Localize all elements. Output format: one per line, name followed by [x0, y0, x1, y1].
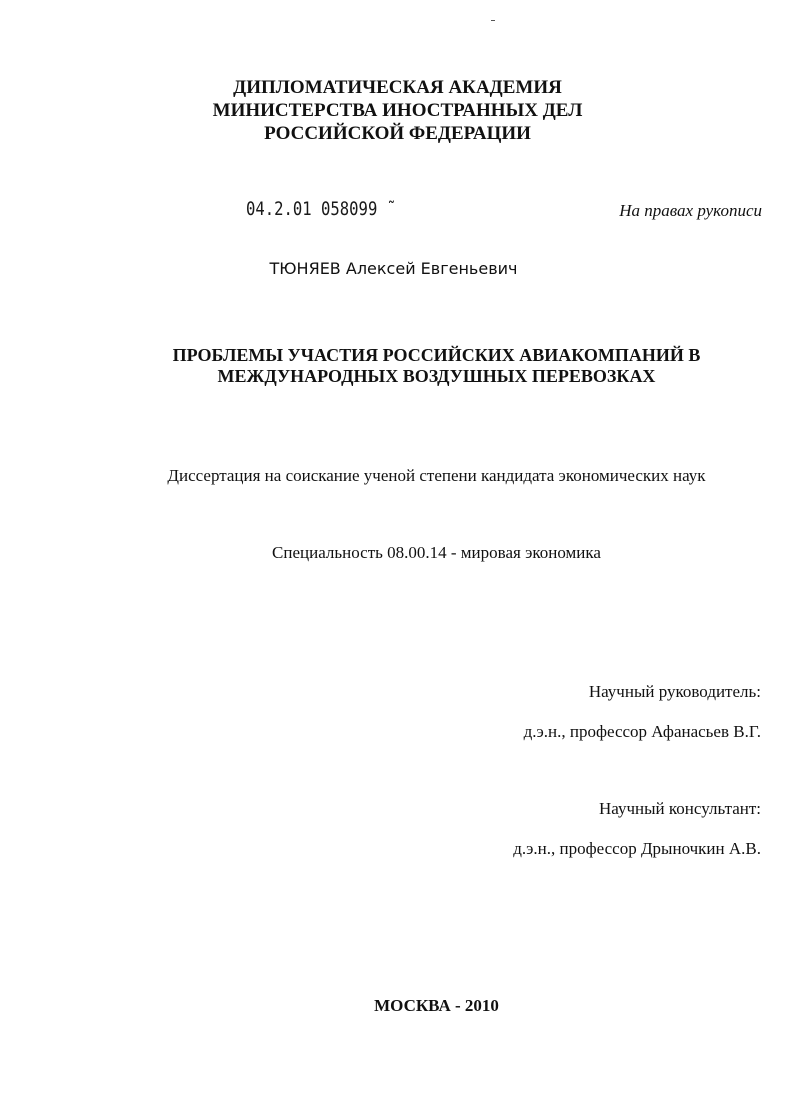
title-line-1: ПРОБЛЕМЫ УЧАСТИЯ РОССИЙСКИХ АВИАКОМПАНИЙ В: [172, 345, 701, 365]
institution-line-2: МИНИСТЕРСТВА ИНОСТРАННЫХ ДЕЛ: [212, 100, 583, 121]
dissertation-title: [0, 345, 795, 387]
supervisor-label: Научный руководитель:: [588, 682, 761, 701]
consultant-name: д.э.н., профессор Дрыночкин А.В.: [513, 839, 761, 858]
title-line-2: МЕЖДУНАРОДНЫХ ВОЗДУШНЫХ ПЕРЕВОЗКАХ: [217, 366, 656, 386]
institution-line-1: ДИПЛОМАТИЧЕСКАЯ АКАДЕМИЯ: [233, 77, 562, 98]
author-name: ТЮНЯЕВ Алексей Евгеньевич: [269, 259, 518, 278]
registration-stamp: 04.2.01 058099 ˜: [246, 198, 397, 220]
consultant-label: Научный консультант:: [599, 799, 761, 818]
supervisor-name: д.э.н., профессор Афанасьев В.Г.: [523, 722, 761, 741]
degree-statement: Диссертация на соискание ученой степени кандидата экономических наук: [167, 466, 706, 485]
institution-header: [0, 76, 795, 145]
city-year: МОСКВА - 2010: [374, 996, 499, 1015]
manuscript-note: На правах рукописи: [619, 201, 762, 220]
scan-speck: [491, 20, 495, 21]
institution-line-3: РОССИЙСКОЙ ФЕДЕРАЦИИ: [264, 123, 531, 144]
specialty: Специальность 08.00.14 - мировая экономика: [272, 543, 601, 562]
